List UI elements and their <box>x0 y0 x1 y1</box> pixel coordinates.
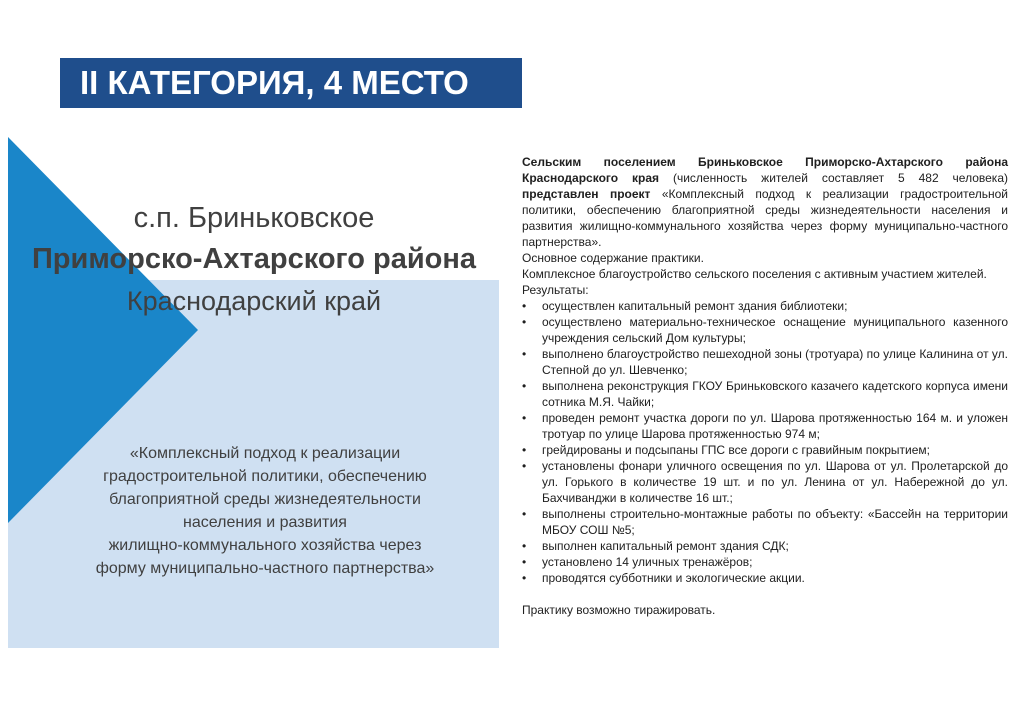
quote-line: благоприятной среды жизнедеятельности <box>109 491 421 508</box>
intro-bold-text: Сельским поселением Бриньковское Приморско-Ахтарского района Краснодарского края <box>522 155 1008 185</box>
list-item: • проведен ремонт участка дороги по ул. Шарова протяженностью 164 м. и уложен тротуар по улице Шарова протяженностью 974 м; <box>522 410 1008 442</box>
intro-paragraph <box>522 154 1008 250</box>
intro-text: «Комплексный подход к реализации градостроительной политики, обеспечению благоприятной среды жизнедеятельности населения и развития жилищно-коммунального хозяйства через форму муниципально-частного партнерства». <box>522 187 1009 249</box>
quote-line: «Комплексный подход к реализации <box>129 445 401 462</box>
list-item: • выполнен капитальный ремонт здания СДК; <box>522 538 1008 554</box>
intro-text: (численность жителей составляет 5 482 человека) <box>659 171 1008 185</box>
list-item: • выполнена реконструкция ГКОУ Бриньковского казачего кадетского корпуса имени сотника М.Я. Чайки; <box>522 378 1008 410</box>
intro-bold-text: представлен проект <box>522 187 651 201</box>
quote-line: населения и развития <box>183 514 347 531</box>
content-text: Комплексное благоустройство сельского поселения с активным участием жителей. <box>522 267 987 281</box>
list-item: • выполнены строительно-монтажные работы по объекту: «Бассейн на территории МБОУ СОШ №5; <box>522 506 1008 538</box>
district-name: Приморско-Ахтарского района <box>31 243 477 275</box>
list-item: • установлено 14 уличных тренажёров; <box>522 554 1008 570</box>
list-item: • выполнено благоустройство пешеходной зоны (тротуара) по улице Калинина от ул. Степной до ул. Шевченко; <box>522 346 1008 378</box>
settlement-name: с.п. Бриньковское <box>133 202 375 234</box>
list-item: • установлены фонари уличного освещения по ул. Шарова от ул. Пролетарской до ул. Горького в количестве 19 шт. и по ул. Ленина от ул. Набережной до ул. Бахчиванджи в количестве 16 шт.; <box>522 458 1008 506</box>
conclusion-text: Практику возможно тиражировать. <box>522 603 716 617</box>
project-quote <box>70 442 460 580</box>
results-list <box>522 298 1008 586</box>
content-heading: Основное содержание практики. <box>522 251 704 265</box>
slide-title: II КАТЕГОРИЯ, 4 МЕСТО <box>60 58 522 108</box>
description-column <box>522 154 1008 618</box>
quote-line: градостроительной политики, обеспечению <box>103 468 427 485</box>
list-item: • осуществлено материально-техническое оснащение муниципального казенного учреждения сельский Дом культуры; <box>522 314 1008 346</box>
list-item: • грейдированы и подсыпаны ГПС все дороги с гравийным покрытием; <box>522 442 1008 458</box>
quote-line: форму муниципально-частного партнерства» <box>95 560 435 577</box>
region-name: Краснодарский край <box>126 286 382 316</box>
quote-line: жилищно-коммунального хозяйства через <box>108 537 422 554</box>
results-heading: Результаты: <box>522 283 589 297</box>
list-item: • проводятся субботники и экологические акции. <box>522 570 1008 586</box>
list-item: • осуществлен капитальный ремонт здания библиотеки; <box>522 298 1008 314</box>
